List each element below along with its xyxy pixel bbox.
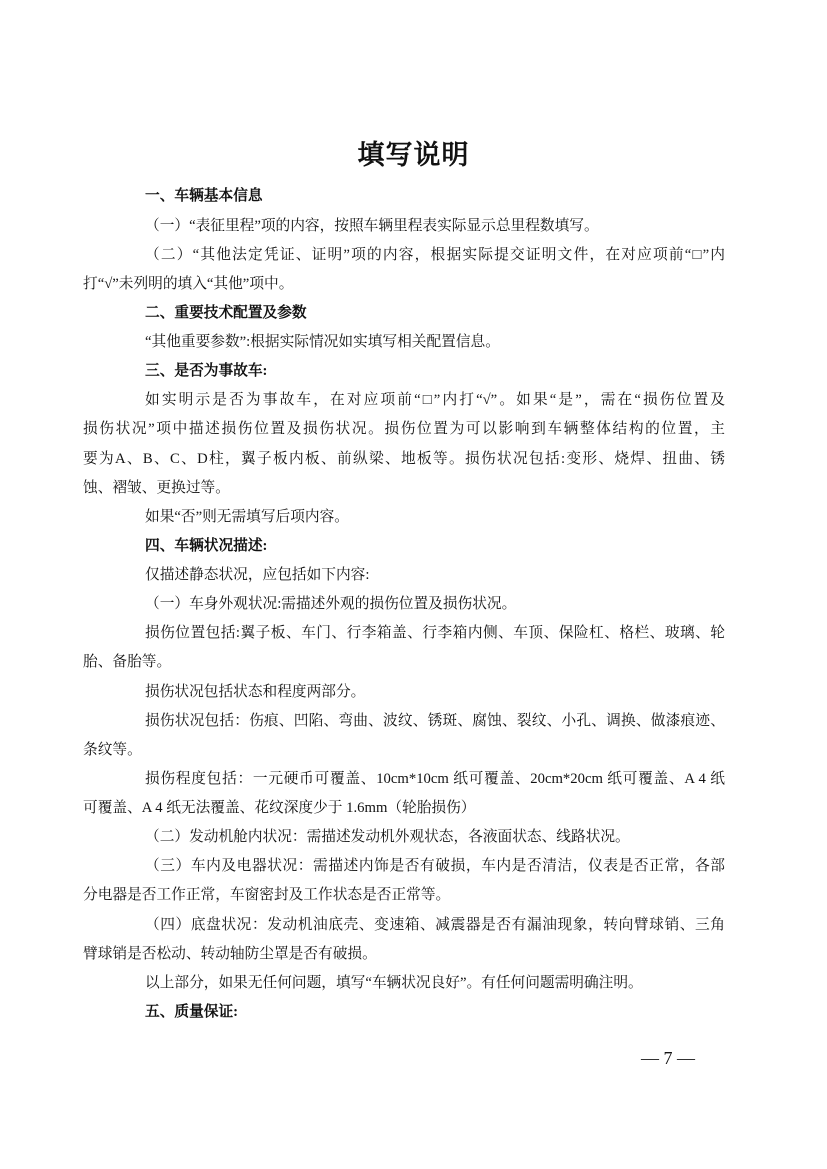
text-line: 蚀、褶皱、更换过等。 [83, 479, 230, 496]
text-line: （一）“表征里程”项的内容，按照车辆里程表实际显示总里程数填写。 [145, 217, 599, 234]
section-heading: 四、车辆状况描述: [145, 537, 268, 554]
text-line: （一）车身外观状况:需描述外观的损伤位置及损伤状况。 [145, 596, 517, 613]
paragraph [83, 969, 725, 998]
section-accident-vehicle [83, 357, 725, 532]
paragraph [83, 561, 725, 590]
text-line: 损伤程度包括：一元硬币可覆盖、10cm*10cm 纸可覆盖、20cm*20cm 纸可覆盖、A 4 纸 [145, 770, 725, 787]
text-line: （二）“其他法定凭证、证明”项的内容，根据实际提交证明文件，在对应项前“□”内 [145, 246, 725, 263]
text-line: 如实明示是否为事故车，在对应项前“□”内打“√”。如果“是”，需在“损伤位置及 [145, 392, 725, 409]
paragraph [83, 678, 725, 707]
text-line: （三）车内及电器状况：需描述内饰是否有破损，车内是否清洁，仪表是否正常，各部 [145, 858, 725, 875]
text-line: 损伤位置包括:翼子板、车门、行李箱盖、行李箱内侧、车顶、保险杠、格栏、玻璃、轮 [145, 625, 725, 642]
paragraph [83, 707, 725, 765]
paragraph [83, 241, 725, 299]
text-line: 如果“否”则无需填写后项内容。 [145, 508, 349, 525]
paragraph [83, 619, 725, 677]
section-heading: 五、质量保证: [145, 1003, 239, 1020]
text-line: 分电器是否工作正常，车窗密封及工作状态是否正常等。 [83, 887, 451, 904]
paragraph [83, 386, 725, 503]
text-line: 损伤状况包括状态和程度两部分。 [145, 683, 366, 700]
text-line: 损伤状况”项中描述损伤位置及损伤状况。损伤位置为可以影响到车辆整体结构的位置，主 [83, 421, 725, 438]
paragraph [83, 212, 725, 241]
text-line: 要为A、B、C、D柱，翼子板内板、前纵梁、地板等。损伤状况包括:变形、烧焊、扭曲、锈 [83, 450, 725, 467]
text-line: 仅描述静态状况，应包括如下内容: [145, 567, 370, 584]
paragraph [83, 590, 725, 619]
paragraph [83, 328, 725, 357]
text-line: 可覆盖、A 4 纸无法覆盖、花纹深度少于 1.6mm（轮胎损伤） [83, 800, 476, 817]
text-line: 以上部分，如果无任何问题，填写“车辆状况良好”。有任何问题需明确注明。 [145, 974, 643, 991]
paragraph [83, 852, 725, 910]
text-line: （二）发动机舱内状况：需描述发动机外观状态，各液面状态、线路状况。 [145, 829, 630, 846]
text-line: “其他重要参数”:根据实际情况如实填写相关配置信息。 [145, 334, 500, 351]
text-line: 臂球销是否松动、转动轴防尘罩是否有破损。 [83, 945, 377, 962]
page-number: — 7 — [641, 1048, 695, 1068]
paragraph [83, 503, 725, 532]
section-heading: 二、重要技术配置及参数 [145, 304, 307, 321]
paragraph [83, 823, 725, 852]
section-heading: 一、车辆基本信息 [145, 188, 263, 205]
page-title: 填写说明 [357, 140, 470, 170]
section-quality-guarantee [83, 998, 725, 1027]
section-vehicle-basic-info [83, 182, 725, 299]
text-line: 条纹等。 [83, 741, 142, 758]
section-heading: 三、是否为事故车: [145, 363, 268, 380]
paragraph [83, 911, 725, 969]
document-body [83, 182, 725, 1027]
section-technical-config [83, 299, 725, 357]
section-vehicle-condition [83, 532, 725, 998]
text-line: 打“√”未列明的填入“其他”项中。 [83, 275, 294, 292]
text-line: 损伤状况包括：伤痕、凹陷、弯曲、波纹、锈斑、腐蚀、裂纹、小孔、调换、做漆痕迹、 [145, 712, 725, 729]
text-line: 胎、备胎等。 [83, 654, 172, 671]
paragraph [83, 765, 725, 823]
text-line: （四）底盘状况：发动机油底壳、变速箱、减震器是否有漏油现象，转向臂球销、三角 [145, 916, 725, 933]
